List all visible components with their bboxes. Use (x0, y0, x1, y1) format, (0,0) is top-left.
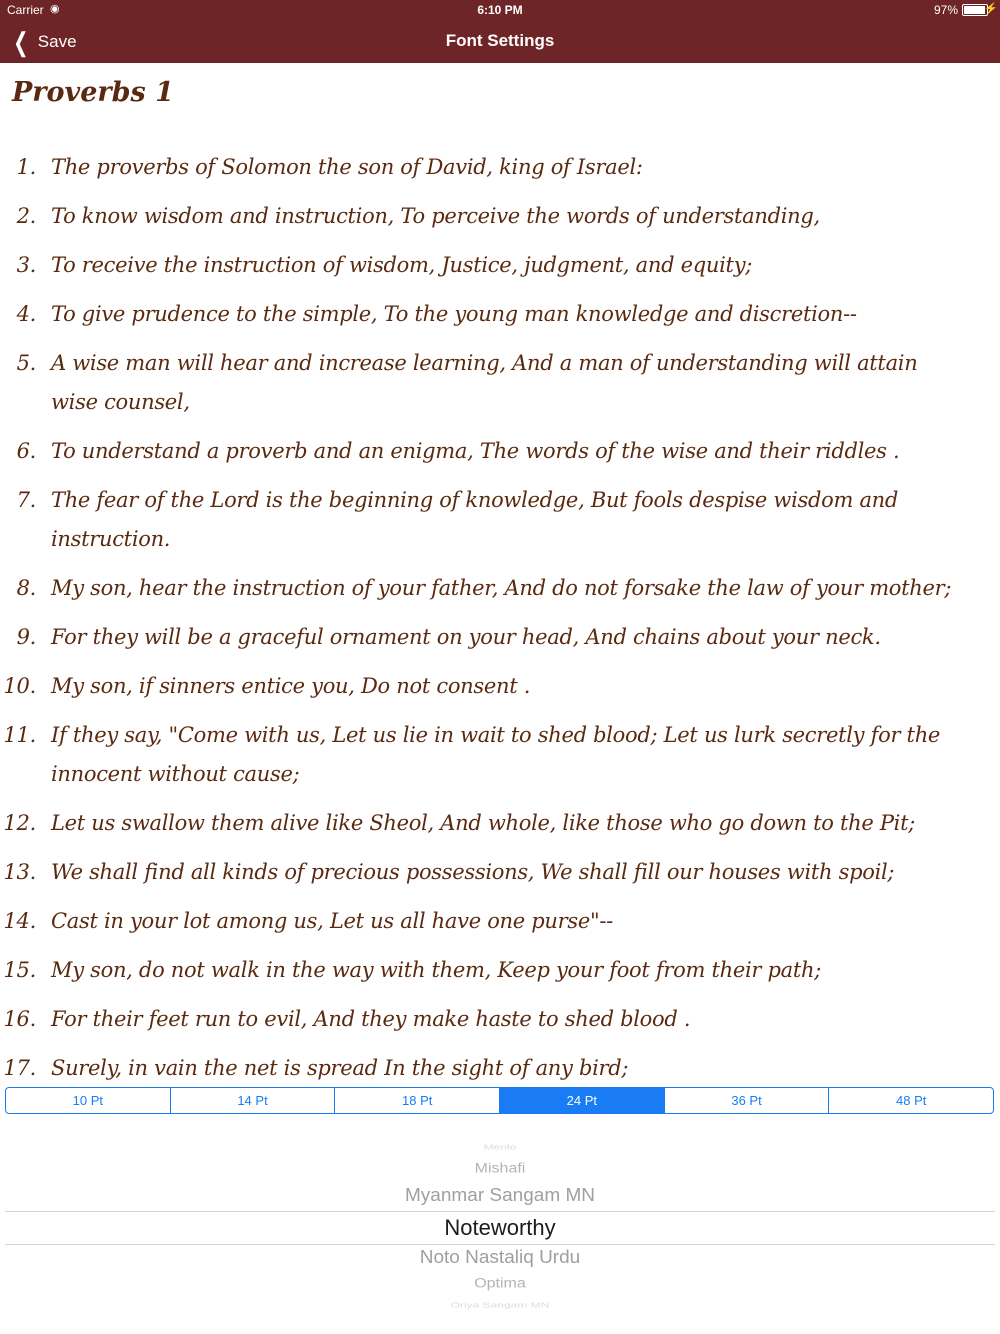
verse-item (0, 569, 1000, 608)
charging-icon: ⚡ (984, 3, 998, 15)
picker-item[interactable]: Optima (474, 1276, 526, 1291)
verse-text: For they will be a graceful ornament on your head, And chains about your neck. (51, 625, 881, 649)
verse-text: My son, hear the instruction of your father, And do not forsake the law of your mother; (51, 576, 952, 600)
picker-item[interactable]: Menlo (483, 1142, 517, 1152)
font-size-option[interactable]: 14 Pt (170, 1088, 335, 1113)
verse-number: 9. (16, 625, 36, 649)
font-size-option[interactable]: 10 Pt (72, 1093, 104, 1108)
verse-number: 7. (16, 488, 36, 512)
font-size-option[interactable]: 48 Pt (828, 1088, 993, 1113)
picker-item[interactable]: Myanmar Sangam MN (404, 1185, 596, 1206)
verse-text: Cast in your lot among us, Let us all have one purse"-- (51, 909, 613, 933)
verse-item (0, 197, 1000, 236)
verse-text: To give prudence to the simple, To the young man knowledge and discretion-- (51, 302, 857, 326)
verse-text: Let us swallow them alive like Sheol, And whole, like those who go down to the Pit; (51, 811, 915, 835)
verse-text: My son, if sinners entice you, Do not consent . (51, 674, 531, 698)
battery-percent: 97% (933, 3, 958, 17)
carrier-label: Carrier (7, 3, 44, 17)
verse-text: For their feet run to evil, And they make haste to shed blood . (51, 1007, 691, 1031)
verse-item (0, 295, 1000, 334)
verse-text: To know wisdom and instruction, To perceive the words of understanding, (51, 204, 820, 228)
verse-number: 15. (3, 958, 36, 982)
chevron-left-icon: ❮ (13, 27, 29, 57)
verse-number: 10. (3, 674, 36, 698)
verse-number: 4. (16, 302, 36, 326)
font-family-picker[interactable] (0, 1114, 1000, 1334)
verse-number: 8. (16, 576, 36, 600)
reading-preview[interactable] (0, 63, 1000, 1087)
verse-item (0, 618, 1000, 657)
verse-number: 12. (3, 811, 36, 835)
verse-item (0, 344, 1000, 422)
verse-number: 5. (16, 351, 36, 375)
verse-item (0, 148, 1000, 187)
picker-item[interactable]: Oriya Sangam MN (450, 1300, 550, 1310)
page-title: Font Settings (445, 31, 555, 50)
verse-text: We shall find all kinds of precious possessions, We shall fill our houses with spoil; (51, 860, 895, 884)
picker-item[interactable]: Mishafi (474, 1161, 526, 1176)
status-time: 6:10 PM (477, 3, 523, 17)
verse-item (0, 481, 1000, 559)
verse-number: 17. (3, 1056, 36, 1080)
navigation-bar (0, 0, 1000, 63)
verse-item (0, 804, 1000, 843)
verse-item (0, 667, 1000, 706)
verse-number: 11. (3, 723, 36, 747)
chapter-title: Proverbs 1 (12, 77, 174, 108)
picker-item[interactable]: Noto Nastaliq Urdu (419, 1247, 581, 1268)
picker-item-selected[interactable]: Noteworthy (444, 1215, 556, 1240)
verse-text: Surely, in vain the net is spread In the sight of any bird; (51, 1056, 629, 1080)
verse-item (0, 246, 1000, 285)
verse-number: 6. (16, 439, 36, 463)
font-size-option[interactable]: 24 Pt (499, 1088, 664, 1113)
save-button-label: Save (37, 32, 77, 51)
verse-number: 13. (3, 860, 36, 884)
verse-item (0, 1000, 1000, 1039)
picker-selection-bottom-line (5, 1244, 995, 1245)
verse-text: The fear of the Lord is the beginning of knowledge, But fools despise wisdom and instruction. (51, 488, 899, 551)
verse-item (0, 853, 1000, 892)
verse-item (0, 951, 1000, 990)
verse-number: 14. (3, 909, 36, 933)
verse-number: 3. (16, 253, 36, 277)
verse-number: 16. (3, 1007, 36, 1031)
verse-number: 1. (16, 155, 36, 179)
verse-item (0, 902, 1000, 941)
verse-item (0, 432, 1000, 471)
verse-text: The proverbs of Solomon the son of David, king of Israel: (51, 155, 643, 179)
status-bar (0, 0, 1000, 20)
font-size-segmented-control[interactable] (5, 1087, 994, 1114)
verse-text: A wise man will hear and increase learning, And a man of understanding will attain wise counsel, (51, 351, 918, 414)
verse-item (0, 716, 1000, 794)
verse-text: To receive the instruction of wisdom, Justice, judgment, and equity; (51, 253, 753, 277)
verse-text: If they say, "Come with us, Let us lie in wait to shed blood; Let us lurk secretly for the innocent without cause; (51, 723, 941, 786)
verse-number: 2. (16, 204, 36, 228)
verse-text: My son, do not walk in the way with them, Keep your foot from their path; (51, 958, 821, 982)
font-size-option[interactable]: 36 Pt (664, 1088, 829, 1113)
wifi-icon: ◉ (50, 3, 60, 15)
picker-selection-top-line (5, 1211, 995, 1212)
font-size-option[interactable]: 18 Pt (334, 1088, 499, 1113)
verse-text: To understand a proverb and an enigma, The words of the wise and their riddles . (51, 439, 900, 463)
verse-item (0, 1049, 1000, 1087)
verse-list (0, 148, 1000, 1087)
